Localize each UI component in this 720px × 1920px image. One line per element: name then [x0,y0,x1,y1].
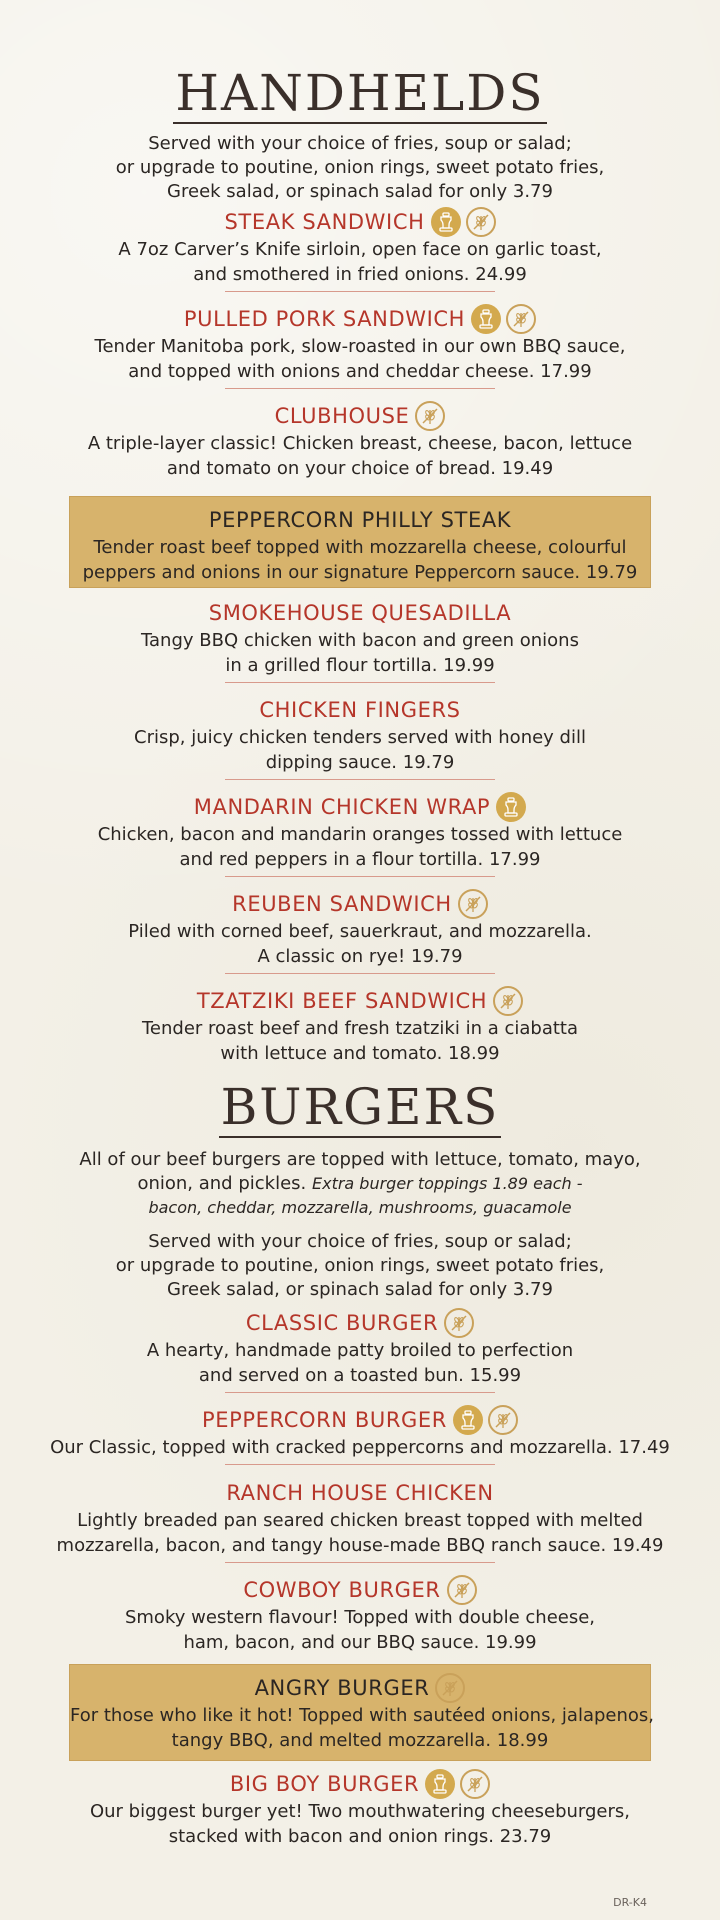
item-name: COWBOY BURGER [243,1578,441,1602]
item-description: For those who like it hot! Topped with sautéed onions, jalapenos, [70,1705,654,1726]
item-name: PEPPERCORN BURGER [202,1408,447,1432]
item-name: SMOKEHOUSE QUESADILLA [208,601,512,625]
item-description: Crisp, juicy chicken tenders served with honey dill [134,727,586,748]
item-description: and smothered in fried onions. 24.99 [193,264,527,285]
gluten-free-icon [506,304,536,334]
item-description: stacked with bacon and onion rings. 23.79 [168,1826,552,1847]
section-title-burgers: BURGERS [220,1078,500,1136]
pepper-mill-icon [496,792,526,822]
divider [225,388,495,389]
item-description: peppers and onions in our signature Peppercorn sauce. 19.79 [82,562,638,583]
item-description: and served on a toasted bun. 15.99 [198,1365,522,1386]
menu-item-steak-sandwich [0,207,720,292]
item-name: CLUBHOUSE [274,404,410,428]
item-name: TZATZIKI BEEF SANDWICH [196,989,488,1013]
item-description: with lettuce and tomato. 18.99 [220,1043,500,1064]
item-description: ham, bacon, and our BBQ sauce. 19.99 [183,1632,537,1653]
handhelds-intro [0,132,720,204]
item-name: MANDARIN CHICKEN WRAP [193,795,491,819]
intro-line: Greek salad, or spinach salad for only 3.79 [167,181,553,202]
item-name: STEAK SANDWICH [224,210,425,234]
menu-item-clubhouse [0,401,720,481]
item-description: Tender roast beef topped with mozzarella cheese, colourful [93,537,627,558]
menu-item-cowboy-burger [0,1575,720,1655]
section-title-handhelds: HANDHELDS [175,64,545,122]
item-description: Tender Manitoba pork, slow-roasted in our own BBQ sauce, [94,336,626,357]
divider [225,1562,495,1563]
intro-line: or upgrade to poutine, onion rings, sweet potato fries, [115,1255,605,1276]
handhelds-header [0,64,720,124]
item-description: Our biggest burger yet! Two mouthwatering cheeseburgers, [89,1801,631,1822]
item-description: mozzarella, bacon, and tangy house-made BBQ ranch sauce. 19.49 [56,1535,664,1556]
item-description: A hearty, handmade patty broiled to perfection [146,1340,574,1361]
item-description: Piled with corned beef, sauerkraut, and mozzarella. [128,921,592,942]
gluten-free-icon [447,1575,477,1605]
divider [225,779,495,780]
gluten-free-icon [460,1769,490,1799]
menu-code: DR-K4 [613,1896,647,1909]
intro-line: onion, and pickles. [137,1173,307,1194]
gluten-free-icon [435,1673,465,1703]
item-description: A triple-layer classic! Chicken breast, cheese, bacon, lettuce [87,433,633,454]
divider [225,291,495,292]
menu-item-smokehouse-quesadilla [0,598,720,683]
item-name: REUBEN SANDWICH [232,892,452,916]
extra-toppings-note: Extra burger toppings 1.89 each - [311,1174,583,1193]
item-name: CHICKEN FINGERS [259,698,461,722]
burgers-intro-sides [0,1230,720,1302]
menu-item-peppercorn-burger [0,1405,720,1465]
menu-item-big-boy-burger [0,1769,720,1849]
menu-item-tzatziki-beef-sandwich [0,986,720,1066]
item-name: ANGRY BURGER [254,1676,430,1700]
menu-item-ranch-house-chicken [0,1478,720,1563]
pepper-mill-icon [431,207,461,237]
item-name: RANCH HOUSE CHICKEN [226,1481,494,1505]
gluten-free-icon [458,889,488,919]
pepper-mill-icon [453,1405,483,1435]
intro-line: Served with your choice of fries, soup or salad; [148,1231,572,1252]
extra-toppings-list: bacon, cheddar, mozzarella, mushrooms, guacamole [148,1198,572,1217]
divider [225,1392,495,1393]
featured-item-peppercorn-philly-steak [69,496,651,588]
intro-line: Greek salad, or spinach salad for only 3.79 [167,1279,553,1300]
item-description: Chicken, bacon and mandarin oranges tossed with lettuce [97,824,623,845]
item-description: Our Classic, topped with cracked peppercorns and mozzarella. 17.49 [50,1437,670,1458]
menu-item-pulled-pork-sandwich [0,304,720,389]
item-description: in a grilled flour tortilla. 19.99 [225,655,495,676]
burgers-intro-toppings [0,1148,720,1220]
featured-item-angry-burger [69,1664,654,1761]
divider [225,973,495,974]
menu-item-mandarin-chicken-wrap [0,792,720,877]
item-description: Lightly breaded pan seared chicken breast topped with melted [77,1510,643,1531]
item-name: CLASSIC BURGER [245,1311,439,1335]
item-description: and topped with onions and cheddar cheese. 17.99 [128,361,592,382]
divider [225,876,495,877]
item-description: A 7oz Carver’s Knife sirloin, open face on garlic toast, [118,239,602,260]
intro-line: or upgrade to poutine, onion rings, sweet potato fries, [115,157,605,178]
menu-item-reuben-sandwich [0,889,720,974]
menu-item-chicken-fingers [0,695,720,780]
divider [225,1464,495,1465]
item-description: Tangy BBQ chicken with bacon and green onions [141,630,579,651]
menu-item-classic-burger [0,1308,720,1393]
gluten-free-icon [466,207,496,237]
burgers-header [0,1078,720,1138]
item-name: BIG BOY BURGER [229,1772,420,1796]
item-description: tangy BBQ, and melted mozzarella. 18.99 [171,1730,549,1751]
item-description: A classic on rye! 19.79 [257,946,463,967]
item-description: Smoky western flavour! Topped with double cheese, [124,1607,596,1628]
gluten-free-icon [488,1405,518,1435]
pepper-mill-icon [471,304,501,334]
item-description: and tomato on your choice of bread. 19.49 [166,458,554,479]
intro-line: Served with your choice of fries, soup or salad; [148,133,572,154]
divider [225,682,495,683]
item-name: PEPPERCORN PHILLY STEAK [208,508,512,532]
gluten-free-icon [493,986,523,1016]
item-description: dipping sauce. 19.79 [265,752,455,773]
item-name: PULLED PORK SANDWICH [183,307,466,331]
pepper-mill-icon [425,1769,455,1799]
intro-line: All of our beef burgers are topped with lettuce, tomato, mayo, [79,1149,641,1170]
gluten-free-icon [415,401,445,431]
gluten-free-icon [444,1308,474,1338]
item-description: Tender roast beef and fresh tzatziki in a ciabatta [142,1018,578,1039]
item-description: and red peppers in a flour tortilla. 17.99 [179,849,541,870]
